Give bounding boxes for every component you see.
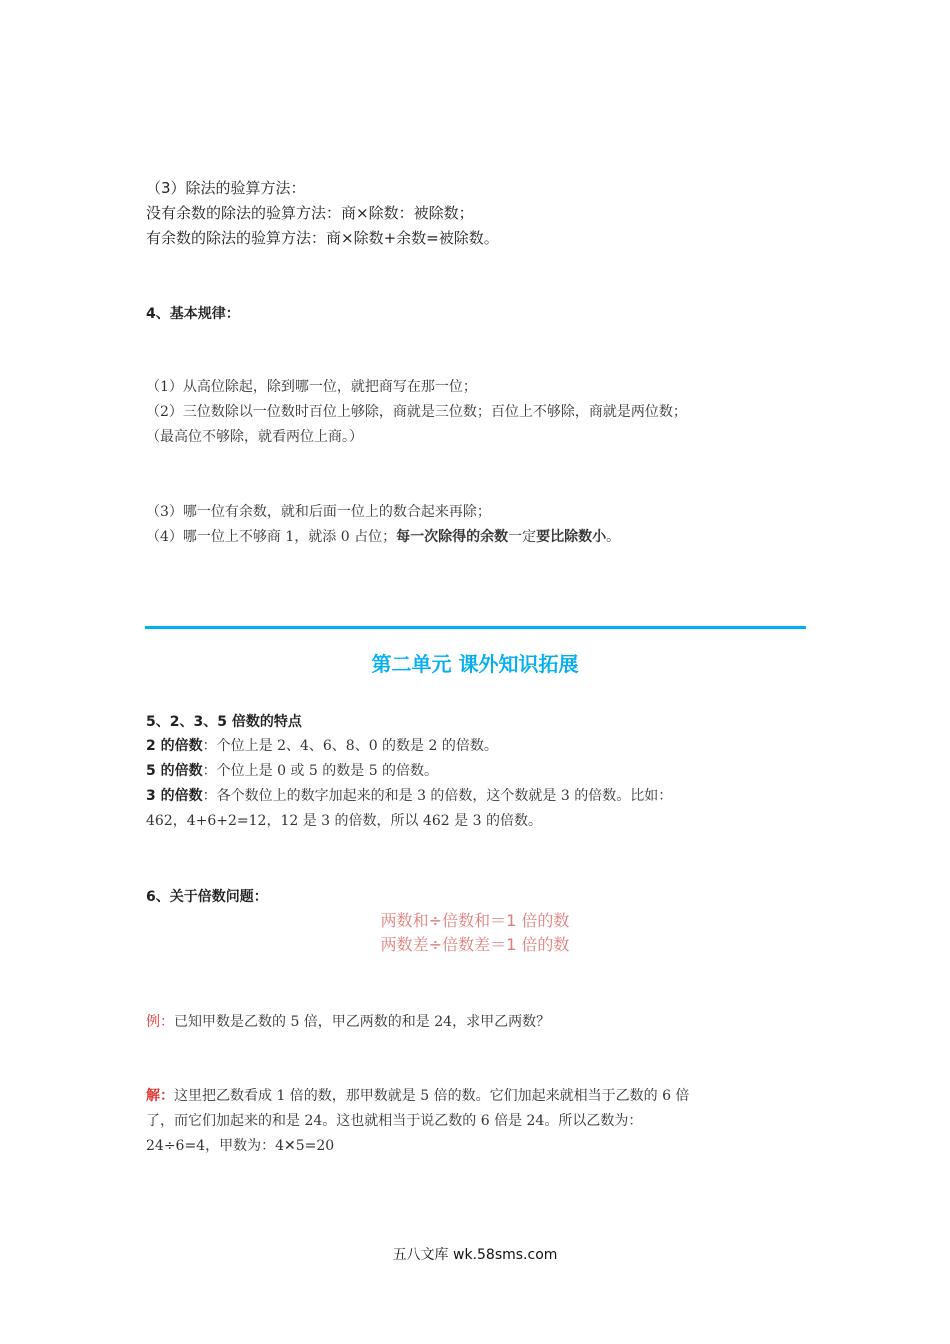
verify-line-2: 有余数的除法的验算方法：商×除数+余数=被除数。 bbox=[146, 229, 499, 247]
rules-item-4-bold-1: 每一次除得的余数 bbox=[396, 529, 509, 545]
rules-item-4-pre: （4）哪一位上不够商 1，就添 0 占位； bbox=[146, 529, 397, 545]
multiples-two-text: ：个位上是 2、4、6、8、0 的数是 2 的倍数。 bbox=[202, 738, 498, 754]
multiples-five bbox=[146, 759, 438, 783]
multiples-three-label: 3 的倍数 bbox=[146, 788, 203, 804]
rules-item-3: （3）哪一位有余数，就和后面一位上的数合起来再除； bbox=[146, 504, 491, 520]
verify-line-1: 没有余数的除法的验算方法：商×除数：被除数； bbox=[146, 204, 474, 222]
solution-line-3: 24÷6=4，甲数为：4✕5=20 bbox=[146, 1138, 335, 1154]
formula-difference: 两数差÷倍数差＝1 倍的数 bbox=[380, 935, 570, 954]
multiples-five-label: 5 的倍数 bbox=[146, 763, 203, 779]
example-line bbox=[146, 1010, 550, 1034]
solution-text-1: 这里把乙数看成 1 倍的数，那甲数就是 5 倍的数。它们加起来就相当于乙数的 6 倍 bbox=[174, 1088, 690, 1104]
section-divider bbox=[145, 626, 806, 629]
formula-sum: 两数和÷倍数和＝1 倍的数 bbox=[380, 911, 570, 930]
rules-item-4 bbox=[146, 525, 620, 549]
example-text: 已知甲数是乙数的 5 倍，甲乙两数的和是 24，求甲乙两数？ bbox=[174, 1014, 551, 1030]
footer-watermark: 五八文库 wk.58sms.com bbox=[392, 1247, 558, 1263]
multiples-five-text: ：个位上是 0 或 5 的数是 5 的倍数。 bbox=[202, 763, 439, 779]
times-heading: 6、关于倍数问题： bbox=[146, 889, 268, 905]
multiples-two bbox=[146, 734, 498, 758]
example-label: 例： bbox=[146, 1014, 174, 1030]
solution-line-2: 了，而它们加起来的和是 24。这也就相当于说乙数的 6 倍是 24。所以乙数为： bbox=[146, 1113, 643, 1129]
multiples-heading: 5、2、3、5 倍数的特点 bbox=[146, 714, 302, 730]
multiples-two-label: 2 的倍数 bbox=[146, 738, 203, 754]
multiples-three bbox=[146, 784, 672, 808]
rules-item-4-bold-2: 要比除数小 bbox=[536, 529, 607, 545]
rules-item-4-end: 。 bbox=[606, 529, 621, 545]
rules-item-2: （2）三位数除以一位数时百位上够除，商就是三位数；百位上不够除，商就是两位数； bbox=[146, 404, 687, 420]
verify-heading: （3）除法的验算方法： bbox=[146, 179, 306, 197]
rules-item-2-cont: （最高位不够除，就看两位上商。） bbox=[146, 429, 363, 445]
unit-title: 第二单元 课外知识拓展 bbox=[371, 652, 579, 676]
multiples-three-example: 462，4+6+2=12，12 是 3 的倍数，所以 462 是 3 的倍数。 bbox=[146, 813, 542, 829]
rules-item-1: （1）从高位除起，除到哪一位，就把商写在那一位； bbox=[146, 379, 477, 395]
rules-item-4-mid: 一定 bbox=[508, 529, 537, 545]
multiples-three-text: ：各个数位上的数字加起来的和是 3 的倍数，这个数就是 3 的倍数。比如： bbox=[202, 788, 673, 804]
solution-line-1 bbox=[146, 1084, 689, 1108]
solution-label: 解： bbox=[146, 1088, 174, 1104]
rules-heading: 4、基本规律： bbox=[146, 306, 240, 322]
